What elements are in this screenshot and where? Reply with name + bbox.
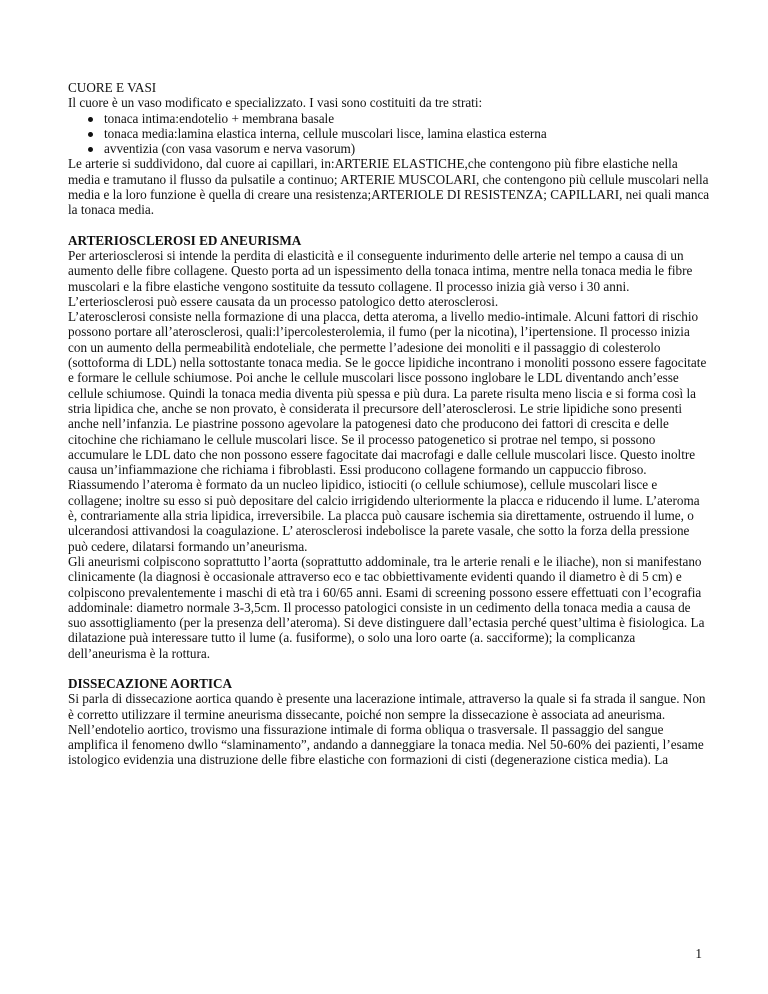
section-heading-dissecazione: DISSECAZIONE AORTICA [68, 675, 233, 691]
layers-list [68, 111, 710, 157]
list-item-text: avventizia (con vasa vasorum e nerva vasorum) [104, 141, 356, 157]
list-item [68, 126, 710, 141]
paragraph: Si parla di dissecazione aortica quando è presente una lacerazione intimale, attraverso la quale si fa strada il sangue. Non è corretto utilizzare il termine aneurisma dissecante, poiché non sempre la dissecazione è associata ad aneurisma. Nell’endotelio aortico, trovismo una fissurazione intimale di forma obliqua o trasversale. Il passaggio del sangue amplifica il fenomeno dwllo “slaminamento”, andando a danneggiare la tonaca media. Nel 50-60% dei pazienti, l’esame istologico evidenzia una distruzione delle fibre elastiche con formazioni di cisti (degenerazione cistica media). La [68, 691, 706, 768]
list-item [68, 111, 710, 126]
document-page [68, 80, 710, 768]
bullet-icon [88, 147, 93, 152]
paragraph: Per arteriosclerosi si intende la perdita di elasticità e il conseguente indurimento delle arterie nel tempo a causa di un aumento delle fibre collagene. Questo porta ad un ispessimento della tonaca intima, mentre nella tonaca media le fibre muscolari e la fibre elastiche vengono sostituite da tessuto collagene. Il processo inizia già verso i 30 anni. L’erteriosclerosi può essere causata da un processo patologico detto aterosclerosi. [68, 247, 693, 309]
bullet-icon [88, 117, 93, 122]
section-heading-arteriosclerosi: ARTERIOSCLEROSI ED ANEURISMA [68, 232, 302, 248]
list-item [68, 141, 710, 156]
bullet-icon [88, 132, 93, 137]
intro-paragraph: Le arterie si suddividono, dal cuore ai capillari, in:ARTERIE ELASTICHE,che contengono più fibre elastiche nella media e tramutano il flusso da pulsatile a continuo; ARTERIE MUSCOLARI, che contengono più cellule muscolari nella media e la loro funzione è quella di creare una resistenza;ARTERIOLE DI RESISTENZA; CAPILLARI, nei quali manca la tonaca media. [68, 156, 710, 218]
list-item-text: tonaca media:lamina elastica interna, cellule muscolari lisce, lamina elastica esterna [104, 125, 547, 141]
intro-line: Il cuore è un vaso modificato e specializzato. I vasi sono costituiti da tre strati: [68, 95, 483, 111]
paragraph: L’aterosclerosi consiste nella formazione di una placca, detta ateroma, a livello medio-intimale. Alcuni fattori di rischio possono portare all’aterosclerosi, quali:l’ipercolesterolemia, il fumo (per la nicotina), l’ipertensione. Il processo inizia con un aumento della permeabilità endoteliale, che permette l’adesione dei monoliti e il passaggio di colesterolo (sottoforma di LDL) nella sottostante tonaca media. Se le gocce lipidiche incontrano i monoliti possono essere fagocitate e formare le cellule schiumose. Poi anche le cellule muscolari lisce possono inglobare le LDL diventando anch’esse cellule schiumose. Quindi la tonaca media diventa più spessa e più dura. La parete risulta meno liscia e si forma così la stria lipidica che, anche se non provato, è considerata il precursore dell’aterosclerosi. Le strie lipidiche sono presenti anche nell’infanzia. Le piastrine possono agevolare la patogenesi dato che producono dei fattori di crescita e delle citochine che richiamano le cellule muscolari lisce. Se il processo patogenetico si protrae nel tempo, si possono accumulare le LDL dato che non possono essere fagocitate dai macrofagi e dalle cellule muscolari lisce. Questo inoltre causa un’infiammazione che richiama i fibroblasti. Essi producono collagene formando un cappuccio fibroso. Riassumendo l’ateroma è formato da un nucleo lipidico, istiociti (o cellule schiumose), cellule muscolari lisce e collagene; inoltre su esso si può depositare del calcio irrigidendo ulteriormente la placca e riducendo il lume. L’ateroma è, contrariamente alla stria lipidica, irreversibile. La placca può causare ischemia sia direttamente, ostruendo il lume, o ulcerandosi attivandosi la coagulazione. L’ aterosclerosi indebolisce la parete vasale, che sotto la forza della pressione può cedere, dilatarsi formando un’aneurisma. [68, 309, 707, 554]
page-number: 1 [695, 946, 702, 961]
doc-title: CUORE E VASI [68, 80, 157, 95]
paragraph: Gli aneurismi colpiscono soprattutto l’aorta (soprattutto addominale, tra le arterie renali e le iliache), non si manifestano clinicamente (la diagnosi è occasionale attraverso eco e tac obbiettivamente evidenti quando il diametro è di 5 cm) e colpiscono prevalentemente i maschi di età tra i 60/65 anni. Esami di screening possono essere effettuati con l’ecografia addominale: diametro normale 3-3,5cm. Il processo patologici consiste in un cedimento della tonaca media a causa de suo assottigliamento (per la presenza dell’ateroma). Si deve distinguere dall’ectasia perché quest’ultima è fisiologica. La dilatazione puà interessare tutto il lume (a. fusiforme), o solo una loro oarte (a. sacciforme); la complicanza dell’aneurisma è la rottura. [68, 553, 705, 661]
list-item-text: tonaca intima:endotelio + membrana basale [104, 110, 335, 126]
